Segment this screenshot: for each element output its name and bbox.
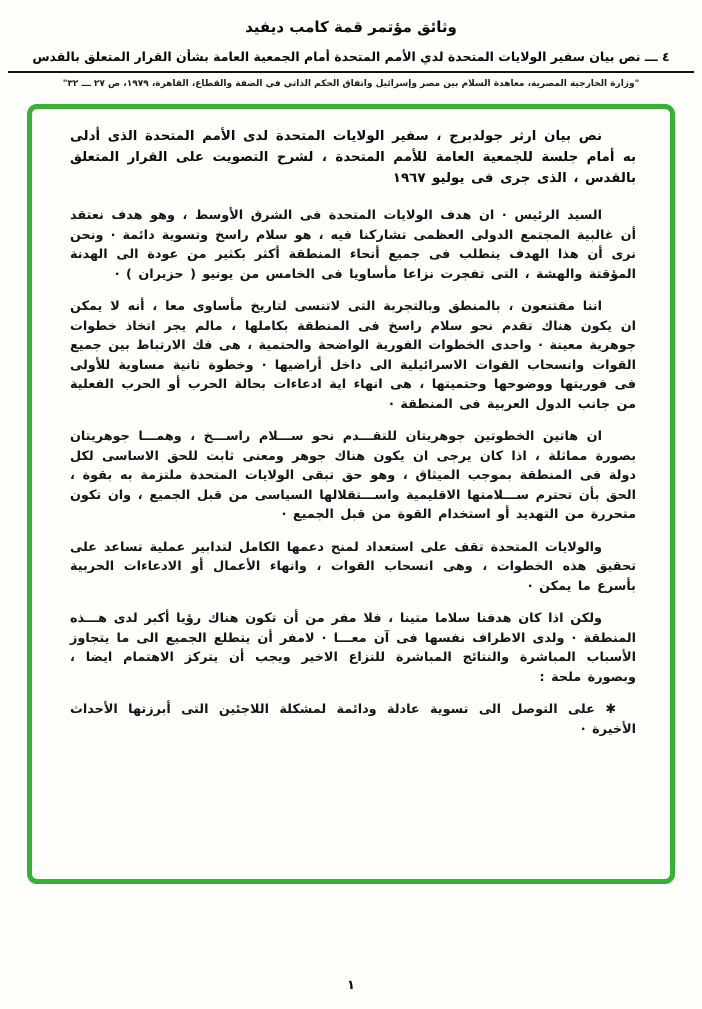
document-collection-title: وثائق مؤتمر قمة كامب ديفيد xyxy=(245,18,457,36)
statement-paragraph: ولكن اذا كان هدفنا سلاما متينا ، فلا مفر من أن تكون هناك رؤيا أكبر لدى هـــذه المنطقة · ولدى الاطراف نفسها فى آن معـــا · لامفر أن يتطلع الجميع الى ما يتجاوز الأسباب المباشرة والنتائج المباشرة للنزاع الاخير ويجب أن يتركز الاهتمام ايضا ، وبصورة ملحة : xyxy=(70,611,636,685)
section-heading: ٤ ـــ نص بيان سفير الولايات المتحدة لدي الأمم المتحدة أمام الجمعية العامة بشأن القرار المتعلق بالقدس xyxy=(8,49,694,73)
statement-box xyxy=(27,104,675,884)
bullet-star-icon: ✱ xyxy=(594,702,616,717)
page-header xyxy=(0,0,702,89)
statement-paragraph: ✱ على التوصل الى تسوية عادلة ودائمة لمشكلة اللاجئين التى أبرزتها الأحداث الأخيرة · xyxy=(70,702,636,737)
source-citation: "وزارة الخارجية المصرية، معاهدة السلام بين مصر وإسرائيل واتفاق الحكم الذاتي في الضفة والقطاع، القاهرة، ١٩٧٩، ص ٢٧ ـــ ٣٢" xyxy=(62,79,640,89)
statement-paragraph: ان هاتين الخطوتين جوهريتان للتقـــدم نحو ســـلام راســـخ ، وهمـــا جوهريتان بصورة مماثلة ، اذا كان يرجى ان يكون هناك جوهر ومعنى ثابت للحق الاساسى لكل دولة فى المنطقة بموجب الميثاق ، وهو حق تبقى الولايات المتحدة ملتزمة به بقوة ، الحق بأن تحترم ســـلامتها الاقليمية واســـتقلالها السياسى من قبل الجميع ، وان تكون متحررة من التهديد أو استخدام القوة من قبل الجميع · xyxy=(70,429,636,522)
statement-paragraph: والولايات المتحدة تقف على استعداد لمنح دعمها الكامل لتدابير عملية تساعد على تحقيق هذه الخطوات ، وهى انسحاب القوات ، وانهاء الأعمال أو الادعاءات الحربية بأسرع ما يمكن · xyxy=(70,539,636,594)
statement-paragraph: السيد الرئيس · ان هدف الولايات المتحدة فى الشرق الأوسط ، وهو هدف نعتقد أن غالبية المجتمع الدولى العظمى تشاركنا فيه ، هو سلام راسخ وتسوية دائمة · ونحن نرى أن هذا الهدف يتطلب فى جميع أنحاء المنطقة أكثر بكثير من عودة الى الهدنة المؤقتة والهشة ، التى تفجرت نزاعا مأساويا فى الخامس من يونيو ( حزيران ) · xyxy=(70,208,636,282)
statement-content xyxy=(70,126,636,739)
statement-paragraph: نص بيان ارثر جولدبرج ، سفير الولايات المتحدة لدى الأمم المتحدة الذى أدلى به أمام جلسة للجمعية العامة للأمم المتحدة ، لشرح التصويت على القرار المتعلق بالقدس ، الذى جرى فى يوليو ١٩٦٧ xyxy=(70,129,636,186)
page-number: ١ xyxy=(347,978,355,993)
statement-paragraph: اننا مقتنعون ، بالمنطق وبالتجربة التى لاتنسى لتاريخ مأساوى معا ، أنه لا يمكن ان يكون هناك تقدم نحو سلام راسخ فى المنطقة بكاملها ، مالم يجر اتخاذ خطوات جوهرية معينة · واحدى الخطوات الفورية الواضحة والحتمية ، هى فك الارتباط بين جميع القوات وانسحاب القوات الاسرائيلية الى داخل أراضيها · وخطوة ثانية مساوية للأولى فى فوريتها ووضوحها وحتميتها ، هى انهاء اية ادعاءات بحالة الحرب أو الحرب الفعلية من جانب الدول العربية فى المنطقة · xyxy=(70,299,636,412)
